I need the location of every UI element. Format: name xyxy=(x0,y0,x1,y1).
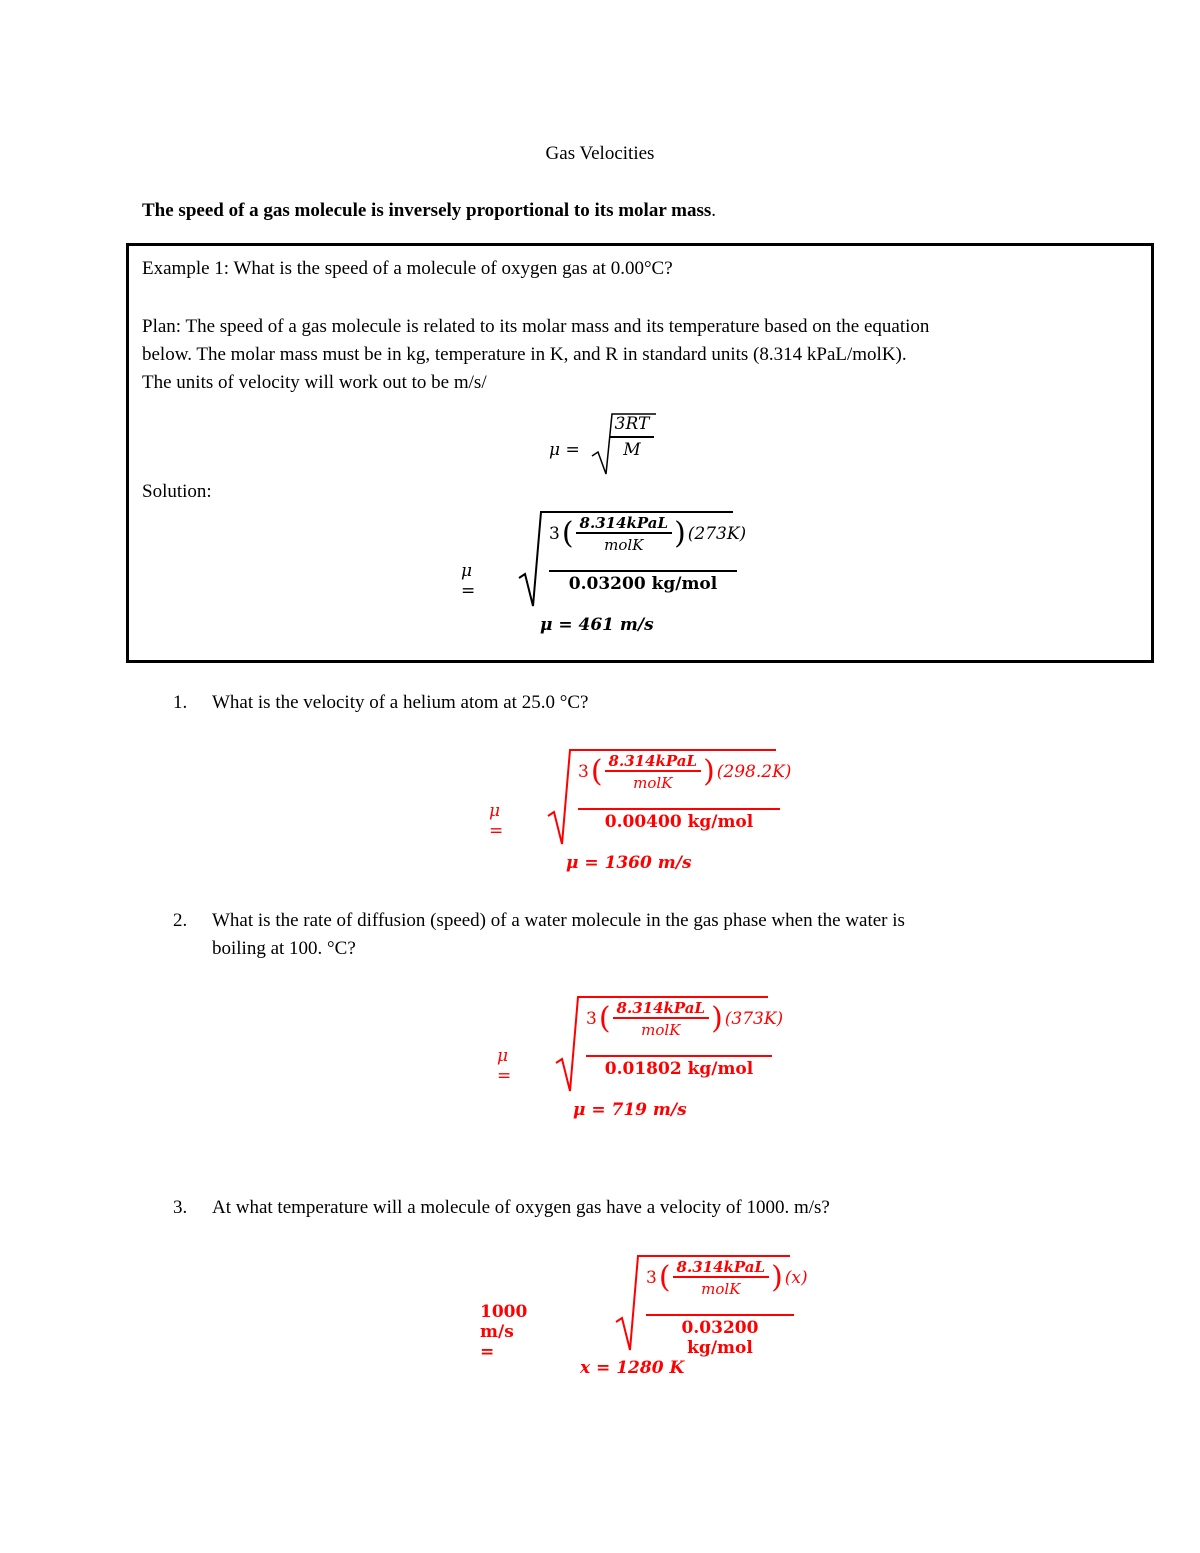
example-r-denominator: molK xyxy=(576,532,673,554)
q1-number: 1. xyxy=(173,692,188,713)
q2-number: 2. xyxy=(173,910,188,931)
example-r-numerator: 8.314kPaL xyxy=(579,514,669,532)
example-numerator xyxy=(549,514,747,554)
q2-gas-constant xyxy=(613,999,710,1039)
q2-answer: μ = 719 m/s xyxy=(573,1100,687,1120)
intro-end: . xyxy=(711,200,717,221)
q3-lhs: 1000 m/s = xyxy=(480,1302,528,1362)
q2-temperature: (373K) xyxy=(724,1009,784,1029)
q1-right-paren: ) xyxy=(703,754,715,789)
formula-denominator: M xyxy=(610,436,654,460)
q1-r-numerator: 8.314kPaL xyxy=(608,752,698,770)
intro-text: The speed of a gas molecule is inversely proportional to its molar mass xyxy=(142,200,712,221)
example-question: Example 1: What is the speed of a molecule of oxygen gas at 0.00°C? xyxy=(142,258,673,279)
plan-line-2: below. The molar mass must be in kg, temperature in K, and R in standard units (8.314 kPaL/molK). xyxy=(142,344,907,365)
example-right-paren: ) xyxy=(674,516,686,551)
q1-gas-constant xyxy=(605,752,702,792)
q3-r-numerator: 8.314kPaL xyxy=(676,1258,766,1276)
q2-r-denominator: molK xyxy=(613,1017,710,1039)
q3-answer: x = 1280 K xyxy=(580,1358,685,1378)
q1-numerator xyxy=(578,752,792,792)
q2-left-paren: ( xyxy=(598,1001,611,1036)
q3-numerator xyxy=(646,1258,808,1298)
q2-denominator: 0.01802 kg/mol xyxy=(604,1059,754,1079)
page-title: Gas Velocities xyxy=(545,143,655,164)
q1-fraction-bar xyxy=(578,808,780,810)
formula-fraction xyxy=(610,414,654,460)
q3-right-paren: ) xyxy=(771,1260,783,1295)
q1-answer: μ = 1360 m/s xyxy=(566,853,692,873)
example-fraction-bar xyxy=(549,570,737,572)
example-answer: μ = 461 m/s xyxy=(540,615,654,635)
q2-text-1: What is the rate of diffusion (speed) of a water molecule in the gas phase when the water is xyxy=(212,910,905,931)
intro-statement xyxy=(142,200,716,222)
q2-lhs: μ = xyxy=(497,1046,512,1086)
q1-temperature: (298.2K) xyxy=(716,762,792,782)
plan-line-3: The units of velocity will work out to be m/s/ xyxy=(142,372,487,393)
example-left-paren: ( xyxy=(561,516,574,551)
q1-lhs: μ = xyxy=(489,801,504,841)
q1-coefficient: 3 xyxy=(578,762,589,782)
example-gas-constant xyxy=(576,514,673,554)
q2-r-numerator: 8.314kPaL xyxy=(616,999,706,1017)
q3-gas-constant xyxy=(673,1258,770,1298)
q1-text: What is the velocity of a helium atom at 25.0 °C? xyxy=(212,692,589,713)
q2-fraction-bar xyxy=(586,1055,772,1057)
q2-coefficient: 3 xyxy=(586,1009,597,1029)
q3-fraction-bar xyxy=(646,1314,794,1316)
q3-denominator: 0.03200 kg/mol xyxy=(681,1318,759,1358)
q3-temperature: (x) xyxy=(784,1268,808,1288)
q3-coefficient: 3 xyxy=(646,1268,657,1288)
formula-lhs: μ = xyxy=(549,440,580,460)
q3-number: 3. xyxy=(173,1197,188,1218)
example-coefficient: 3 xyxy=(549,524,560,544)
q1-r-denominator: molK xyxy=(605,770,702,792)
formula-numerator: 3RT xyxy=(614,414,650,434)
example-lhs: μ = xyxy=(461,561,476,601)
example-denominator: 0.03200 kg/mol xyxy=(568,574,718,594)
plan-line-1: Plan: The speed of a gas molecule is related to its molar mass and its temperature based on the equation xyxy=(142,316,930,337)
q2-right-paren: ) xyxy=(711,1001,723,1036)
solution-label: Solution: xyxy=(142,481,212,502)
q3-r-denominator: molK xyxy=(673,1276,770,1298)
q3-left-paren: ( xyxy=(658,1260,671,1295)
q1-denominator: 0.00400 kg/mol xyxy=(604,812,754,832)
q3-text: At what temperature will a molecule of oxygen gas have a velocity of 1000. m/s? xyxy=(212,1197,830,1218)
q1-left-paren: ( xyxy=(590,754,603,789)
example-temperature: (273K) xyxy=(687,524,747,544)
q2-text-2: boiling at 100. °C? xyxy=(212,938,356,959)
q2-numerator xyxy=(586,999,784,1039)
